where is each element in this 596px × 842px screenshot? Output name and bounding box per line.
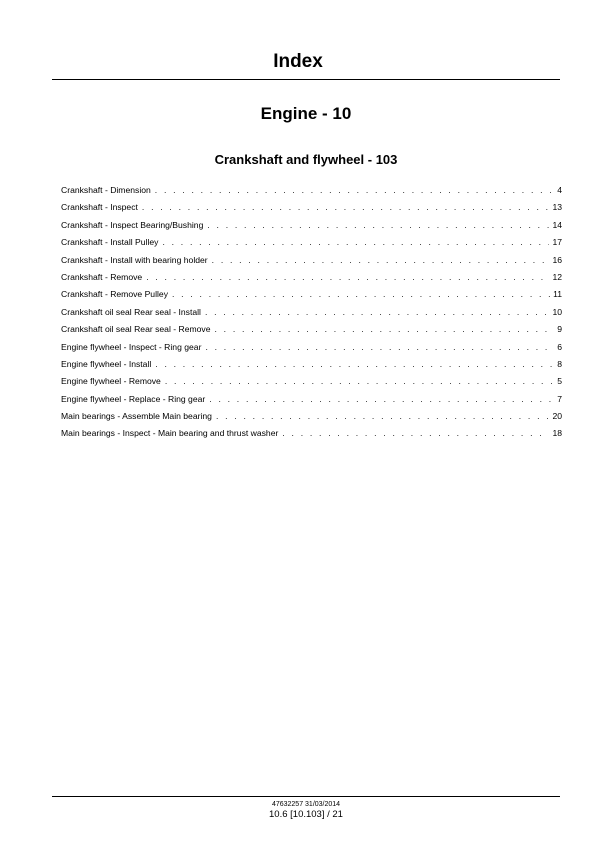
index-entry-page: 10 bbox=[552, 306, 562, 317]
index-entry[interactable] bbox=[61, 288, 562, 305]
index-entry-label: Crankshaft - Inspect Bearing/Bushing bbox=[61, 219, 204, 230]
index-entry-label: Crankshaft - Install Pulley bbox=[61, 237, 159, 248]
index-entry[interactable] bbox=[61, 184, 562, 201]
dot-leader bbox=[142, 201, 550, 213]
index-entry-label: Crankshaft - Dimension bbox=[61, 185, 151, 195]
index-entry-label: Engine flywheel - Install bbox=[61, 358, 152, 369]
footer-page-reference: 10.6 [10.103] / 21 bbox=[269, 809, 343, 820]
dot-leader bbox=[205, 341, 554, 353]
index-entry-page: 18 bbox=[552, 428, 562, 439]
index-list bbox=[61, 184, 562, 445]
index-entry-page: 4 bbox=[557, 185, 562, 195]
dot-leader bbox=[205, 306, 549, 318]
index-entry[interactable] bbox=[61, 323, 562, 340]
index-entry-label: Crankshaft - Remove bbox=[61, 271, 143, 282]
dot-leader bbox=[155, 184, 554, 196]
index-entry-label: Engine flywheel - Inspect - Ring gear bbox=[61, 341, 202, 352]
index-entry-label: Crankshaft - Inspect bbox=[61, 202, 138, 213]
index-entry-label: Engine flywheel - Replace - Ring gear bbox=[61, 393, 206, 404]
index-entry[interactable] bbox=[61, 393, 562, 410]
page-title: Index bbox=[273, 51, 323, 72]
section-title: Engine - 10 bbox=[260, 104, 352, 123]
dot-leader bbox=[282, 427, 549, 439]
index-entry-page: 7 bbox=[557, 393, 562, 404]
dot-leader bbox=[209, 393, 554, 405]
dot-leader bbox=[146, 271, 549, 283]
index-entry[interactable] bbox=[61, 271, 562, 288]
subsection-title: Crankshaft and flywheel - 103 bbox=[214, 152, 398, 167]
index-entry[interactable] bbox=[61, 201, 562, 218]
index-entry-label: Engine flywheel - Remove bbox=[61, 376, 161, 387]
index-entry-page: 12 bbox=[552, 271, 562, 282]
index-entry-page: 8 bbox=[557, 358, 562, 369]
title-divider bbox=[52, 79, 560, 80]
index-entry[interactable] bbox=[61, 219, 562, 236]
index-entry-label: Main bearings - Assemble Main bearing bbox=[61, 411, 212, 422]
footer-divider bbox=[52, 796, 560, 797]
index-entry-page: 9 bbox=[557, 324, 562, 335]
index-entry[interactable] bbox=[61, 410, 562, 427]
index-entry-label: Crankshaft - Remove Pulley bbox=[61, 289, 168, 300]
index-entry-label: Crankshaft oil seal Rear seal - Install bbox=[61, 306, 201, 317]
dot-leader bbox=[207, 219, 549, 231]
dot-leader bbox=[155, 358, 554, 370]
dot-leader bbox=[216, 410, 549, 422]
index-entry[interactable] bbox=[61, 254, 562, 271]
index-entry-page: 11 bbox=[553, 289, 562, 300]
index-entry[interactable] bbox=[61, 341, 562, 358]
dot-leader bbox=[172, 288, 550, 300]
index-entry-page: 6 bbox=[557, 341, 562, 352]
index-entry[interactable] bbox=[61, 306, 562, 323]
footer-document-id: 47632257 31/03/2014 bbox=[271, 801, 341, 808]
index-entry-page: 16 bbox=[552, 254, 562, 265]
index-entry-page: 17 bbox=[552, 237, 562, 248]
index-entry[interactable] bbox=[61, 236, 562, 253]
index-entry-page: 13 bbox=[552, 202, 562, 213]
dot-leader bbox=[162, 236, 549, 248]
index-entry-page: 20 bbox=[552, 411, 562, 422]
dot-leader bbox=[215, 323, 555, 335]
index-entry-label: Main bearings - Inspect - Main bearing and thrust washer bbox=[61, 428, 279, 439]
index-entry-page: 14 bbox=[552, 219, 562, 230]
index-entry-label: Crankshaft oil seal Rear seal - Remove bbox=[61, 324, 211, 335]
index-entry[interactable] bbox=[61, 358, 562, 375]
index-entry[interactable] bbox=[61, 375, 562, 392]
index-entry-label: Crankshaft - Install with bearing holder bbox=[61, 254, 208, 265]
index-entry-page: 5 bbox=[557, 376, 562, 387]
dot-leader bbox=[212, 254, 550, 266]
dot-leader bbox=[165, 375, 554, 387]
index-entry[interactable] bbox=[61, 427, 562, 444]
